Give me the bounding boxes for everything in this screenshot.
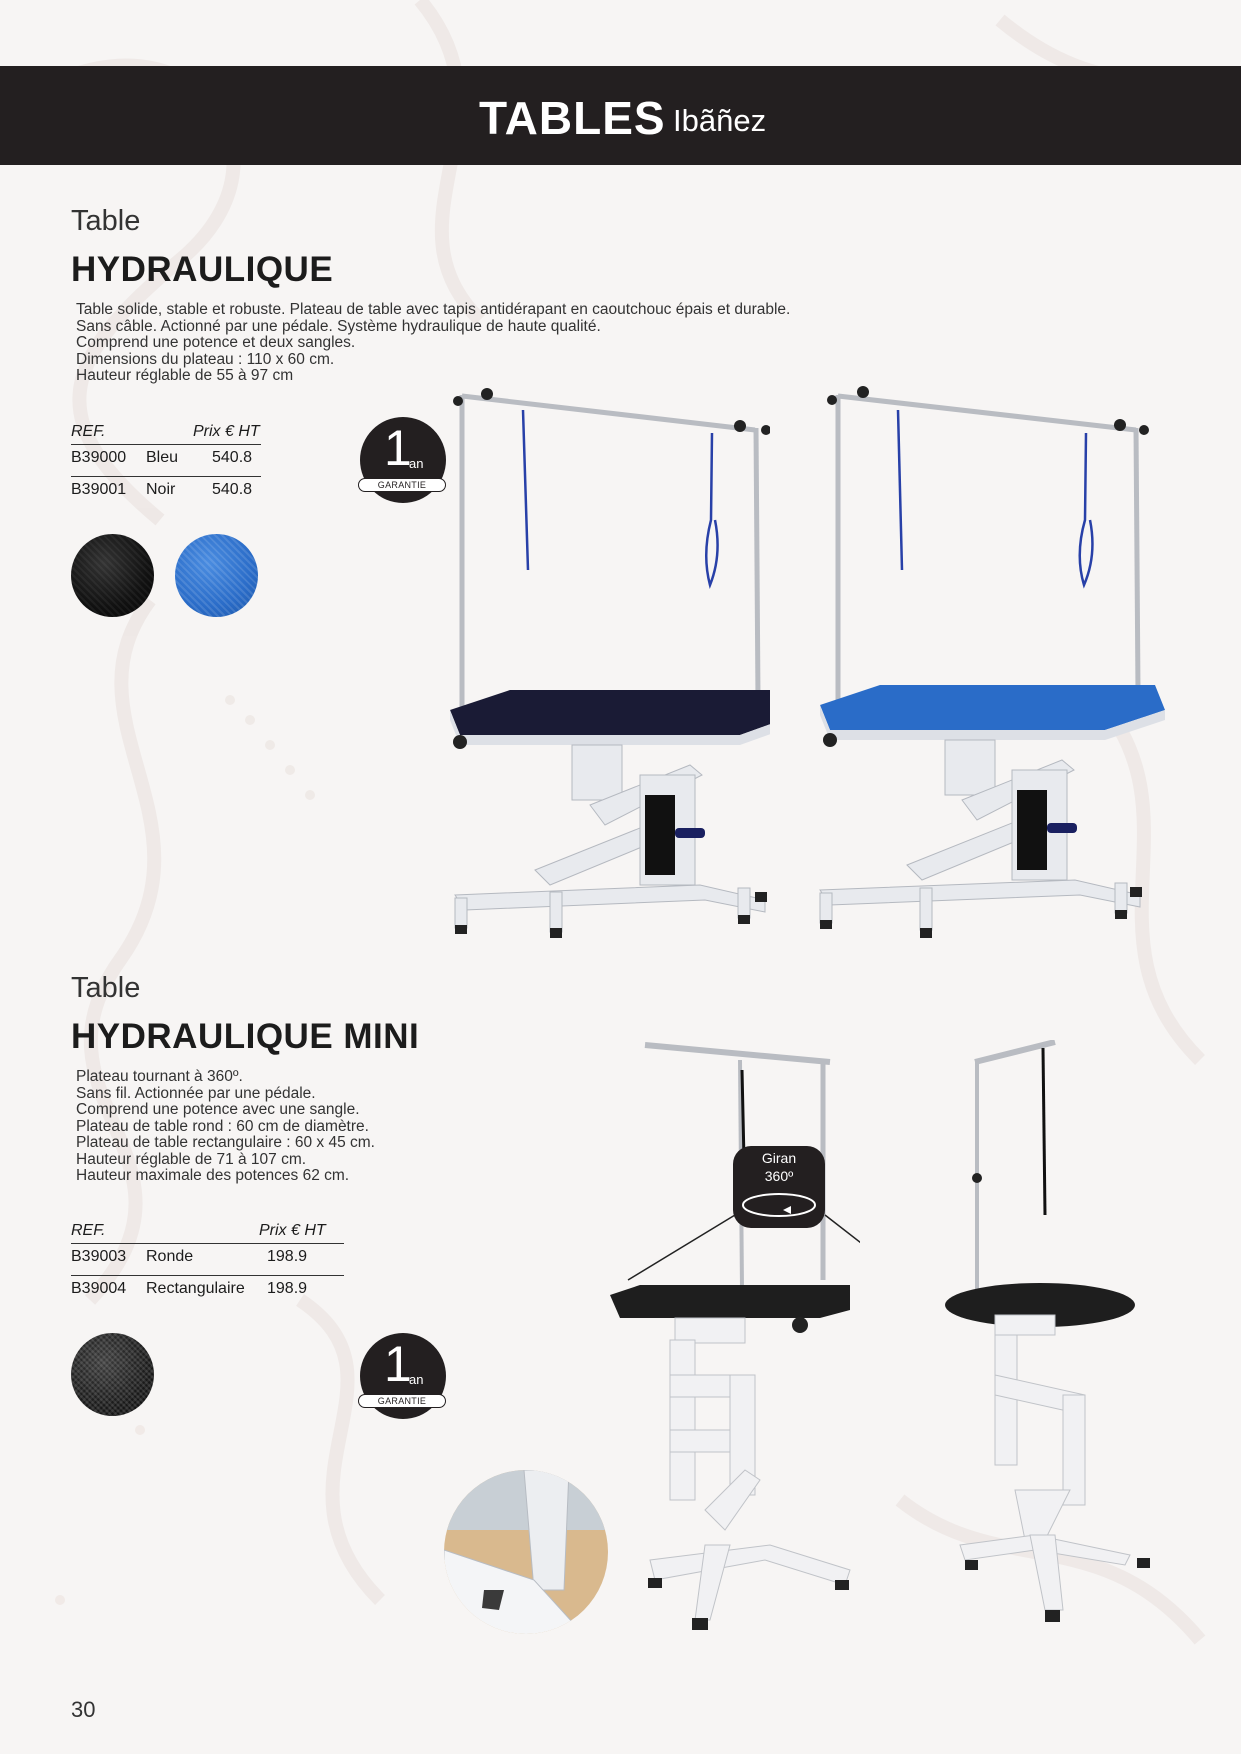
header-title: TABLES xyxy=(479,92,666,144)
page-number: 30 xyxy=(71,1697,96,1722)
row-ref: B39000 xyxy=(71,449,127,466)
ref-header: REF. xyxy=(71,423,106,440)
warranty-unit: an xyxy=(409,1372,424,1387)
table-header xyxy=(71,1217,344,1244)
warranty-number: 1 xyxy=(384,420,412,476)
table-row xyxy=(71,1243,344,1276)
warranty-unit: an xyxy=(409,456,424,471)
table-header xyxy=(71,418,261,445)
row-ref: B39004 xyxy=(71,1280,127,1297)
section1-title: HYDRAULIQUE xyxy=(71,250,334,289)
table-row xyxy=(71,476,261,508)
section1-kicker: Table xyxy=(71,205,141,237)
price-header: Prix € HT xyxy=(193,423,260,440)
row-name: Bleu xyxy=(146,449,179,466)
warranty-label: GARANTIE xyxy=(358,1394,446,1408)
color-swatch-black xyxy=(71,1333,154,1416)
price-header: Prix € HT xyxy=(259,1222,326,1239)
rotation-label: Giran xyxy=(761,1150,797,1166)
row-ref: B39003 xyxy=(71,1248,127,1265)
color-swatch-blue xyxy=(175,534,258,617)
row-ref: B39001 xyxy=(71,481,127,498)
row-price: 540.8 xyxy=(212,481,253,498)
desc-line: Hauteur maximale des potences 62 cm. xyxy=(76,1167,350,1184)
row-price: 198.9 xyxy=(267,1248,308,1265)
product-photo-mini-rectangular xyxy=(600,1040,860,1630)
color-swatch-black xyxy=(71,534,154,617)
section1-description xyxy=(76,302,790,385)
desc-line: Plateau tournant à 360º. xyxy=(76,1068,243,1085)
row-name: Ronde xyxy=(146,1248,194,1265)
row-price: 198.9 xyxy=(267,1280,308,1297)
rotate-arrow-icon xyxy=(739,1188,819,1222)
desc-line: Plateau de table rectangulaire : 60 x 45 cm. xyxy=(76,1134,375,1151)
section2-description xyxy=(76,1069,375,1185)
row-price: 540.8 xyxy=(212,449,253,466)
desc-line: Table solide, stable et robuste. Plateau de table avec tapis antidérapant en caoutchouc épais et durable. xyxy=(76,301,791,318)
product-photo-mini-round xyxy=(945,1040,1160,1630)
table-row xyxy=(71,1275,344,1307)
brand-logo: Ibãñez xyxy=(673,103,767,138)
detail-photo-base xyxy=(444,1470,609,1635)
desc-line: Comprend une potence et deux sangles. xyxy=(76,334,356,351)
desc-line: Sans fil. Actionnée par une pédale. xyxy=(76,1084,316,1102)
table-row xyxy=(71,444,261,477)
warranty-badge xyxy=(360,1333,446,1419)
header-band xyxy=(0,66,1241,165)
product-photo-hydraulic-black xyxy=(440,380,770,950)
row-name: Noir xyxy=(146,481,176,498)
desc-line: Hauteur réglable de 71 à 107 cm. xyxy=(76,1150,307,1168)
desc-line: Comprend une potence avec une sangle. xyxy=(76,1101,360,1118)
row-name: Rectangulaire xyxy=(146,1280,245,1297)
product-photo-hydraulic-blue xyxy=(810,380,1170,950)
desc-line: Plateau de table rond : 60 cm de diamètre. xyxy=(76,1117,369,1135)
warranty-number: 1 xyxy=(384,1336,412,1392)
warranty-label: GARANTIE xyxy=(358,478,446,492)
rotation-degrees: 360º xyxy=(764,1168,794,1184)
desc-line: Hauteur réglable de 55 à 97 cm xyxy=(76,367,294,384)
desc-line: Sans câble. Actionné par une pédale. Système hydraulique de haute qualité. xyxy=(76,317,601,335)
warranty-badge xyxy=(360,417,446,503)
section2-title: HYDRAULIQUE MINI xyxy=(71,1017,420,1056)
ref-header: REF. xyxy=(71,1222,106,1239)
rotation-badge xyxy=(733,1146,825,1228)
desc-line: Dimensions du plateau : 110 x 60 cm. xyxy=(76,350,335,368)
section2-kicker: Table xyxy=(71,972,141,1004)
